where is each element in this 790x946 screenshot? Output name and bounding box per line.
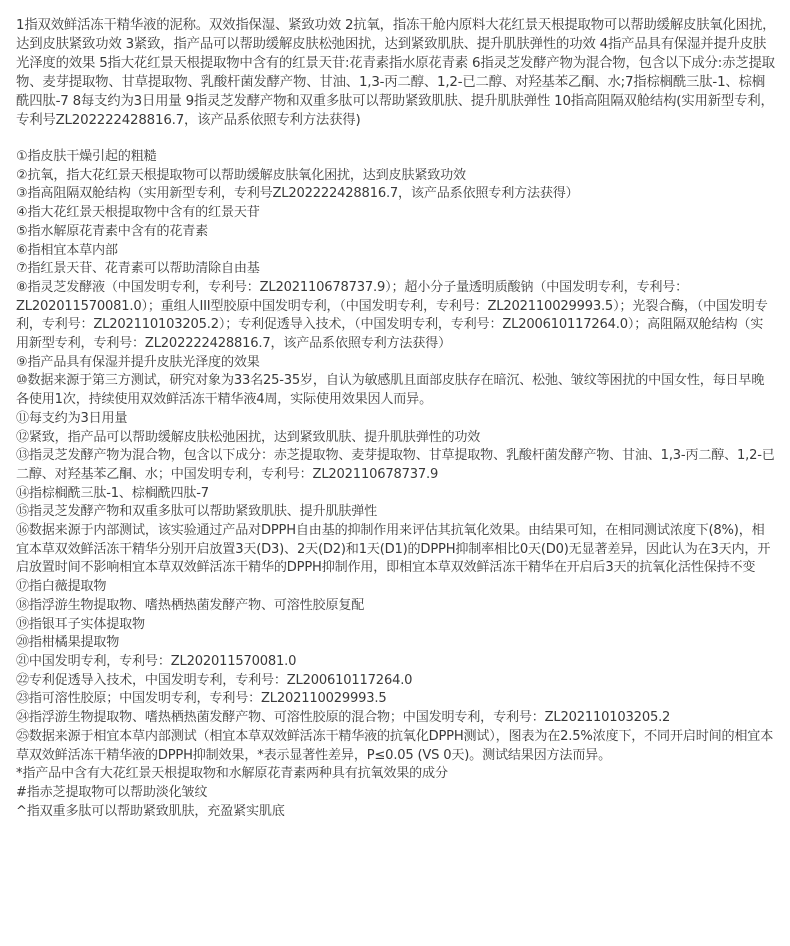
intro-paragraph: 1指双效鲜活冻干精华液的泥称。双效指保湿、紧致功效 2抗氧，指冻干舱内原料大花红景天根提取物可以帮助缓解皮肤氧化困扰，达到皮肤紧致功效 3紧致，指产品可以帮助缓解皮肤松弛困扰，达到紧致肌肤、提升肌肤弹性的功效 4指产品具有保湿并提升皮肤光泽度的效果 5指大花红景天根提取物中含有的红景天苷:花青素指水原花青素 6指灵芝发酵产物为混合物，包含以下成分:赤芝提取物、麦芽提取物、甘草提取物、乳酸杆菌发酵产物、甘油、1,3-丙二醇、1,2-已二醇、对羟基苯乙酮、水;7指棕榈酰三肽-1、棕榈酰四肽-7 8每支约为3日用量 9指灵芝发酵产物和双重多肽可以帮助紧致肌肤、提升肌肤弹性 10指高阻隔双舱结构(实用新型专利，专利号ZL202222428816.7，该产品系依照专利方法获得): [16, 18, 776, 128]
footnote-item: ②抗氧，指大花红景天根提取物可以帮助缓解皮肤氧化困扰，达到皮肤紧致功效: [16, 167, 466, 183]
footnote-item: ⑱指浮游生物提取物、嗜热栖热菌发酵产物、可溶性胶原复配: [16, 597, 365, 613]
footnote-item: ③指高阻隔双舱结构（实用新型专利，专利号ZL202222428816.7，该产品系依照专利方法获得）: [16, 186, 579, 202]
footnote-item: ⑬指灵芝发酵产物为混合物，包含以下成分：赤芝提取物、麦芽提取物、甘草提取物、乳酸杆菌发酵产物、甘油、1,3-丙二醇、1,2-已二醇、对羟基苯乙酮、水；中国发明专利，专利号：ZL202110678737.9: [16, 448, 775, 482]
footnote-item: ⑨指产品具有保湿并提升皮肤光泽度的效果: [16, 354, 260, 370]
footnote-item: *指产品中含有大花红景天根提取物和水解原花青素两种具有抗氧效果的成分: [16, 766, 448, 782]
footnote-item: ⑩数据来源于第三方测试，研究对象为33名25-35岁，自认为敏感肌且面部皮肤存在暗沉、松弛、皱纹等困扰的中国女性，每日早晚各使用1次，持续使用双效鲜活冻干精华液4周，实际使用效果因人而异。: [16, 373, 765, 408]
footnote-item: ㉓指可溶性胶原；中国发明专利，专利号：ZL202110029993.5: [16, 691, 387, 707]
footnote-item: ①指皮肤干燥引起的粗糙: [16, 149, 157, 164]
footnote-item: ⑭指棕榈酰三肽-1、棕榈酰四肽-7: [16, 485, 209, 501]
footnote-item: ⑳指柑橘果提取物: [16, 635, 120, 651]
footnote-item: ⑰指白薇提取物: [16, 579, 107, 595]
footnote-item: ⑫紧致，指产品可以帮助缓解皮肤松弛困扰，达到紧致肌肤、提升肌肤弹性的功效: [16, 429, 481, 445]
footnote-item: ㉔指浮游生物提取物、嗜热栖热菌发酵产物、可溶性胶原的混合物；中国发明专利，专利号：ZL202110103205.2: [16, 710, 671, 726]
footnote-item: ㉑中国发明专利，专利号：ZL202011570081.0: [16, 653, 297, 669]
footnote-item: ④指大花红景天根提取物中含有的红景天苷: [16, 205, 260, 221]
footnote-item: ㉕数据来源于相宜本草内部测试（相宜本草双效鲜活冻干精华液的抗氧化DPPH测试），图表为在2.5%浓度下，不同开启时间的相宜本草双效鲜活冻干精华液的DPPH抑制效果，*表示显著性差异，P≤0.05 (VS 0天)。测试结果因方法而异。: [16, 728, 774, 763]
footnote-item: ⑯数据来源于内部测试，该实验通过产品对DPPH自由基的抑制作用来评估其抗氧化效果。由结果可知，在相同测试浓度下(8%)，相宜本草双效鲜活冻干精华分别开启放置3天(D3)、2天(D2)和1天(D1)的DPPH抑制率相比0天(D0)无显著差异，因此认为在3天内，开启放置时间不影响相宜本草双效鲜活冻干精华的DPPH抑制作用，即相宜本草双效鲜活冻干精华在开启后3天的抗氧化活性保持不变: [16, 523, 771, 576]
footnote-item: ⑥指相宜本草内部: [16, 242, 118, 258]
footnote-item: #指赤芝提取物可以帮助淡化皱纹: [16, 784, 208, 800]
footnote-item: ⑮指灵芝发酵产物和双重多肽可以帮助紧致肌肤、提升肌肤弹性: [16, 504, 378, 520]
footnote-item: ⑪每支约为3日用量: [16, 410, 128, 426]
footnote-item: ㉒专利促透导入技术，中国发明专利，专利号：ZL200610117264.0: [16, 672, 413, 688]
footnote-list: [16, 148, 776, 821]
footnote-item: ⑲指银耳子实体提取物: [16, 616, 145, 632]
footnote-item: ⑦指红景天苷、花青素可以帮助清除自由基: [16, 261, 260, 277]
footnote-item: ⑧指灵芝发酵液（中国发明专利，专利号：ZL202110678737.9）；超小分子量透明质酸钠（中国发明专利，专利号：ZL202011570081.0）；重组人III型胶原中国发明专利，（中国发明专利，专利号：ZL202110029993.5）；光裂合酶，（中国发明专利，专利号：ZL202110103205.2）；专利促透导入技术，（中国发明专利，专利号：ZL200610117264.0）；高阻隔双舱结构（实用新型专利，专利号：ZL202222428816.7，该产品系依照专利方法获得）: [16, 279, 768, 352]
footnote-item: ^指双重多肽可以帮助紧致肌肤，充盈紧实肌底: [16, 803, 285, 819]
footnote-item: ⑤指水解原花青素中含有的花青素: [16, 223, 209, 239]
